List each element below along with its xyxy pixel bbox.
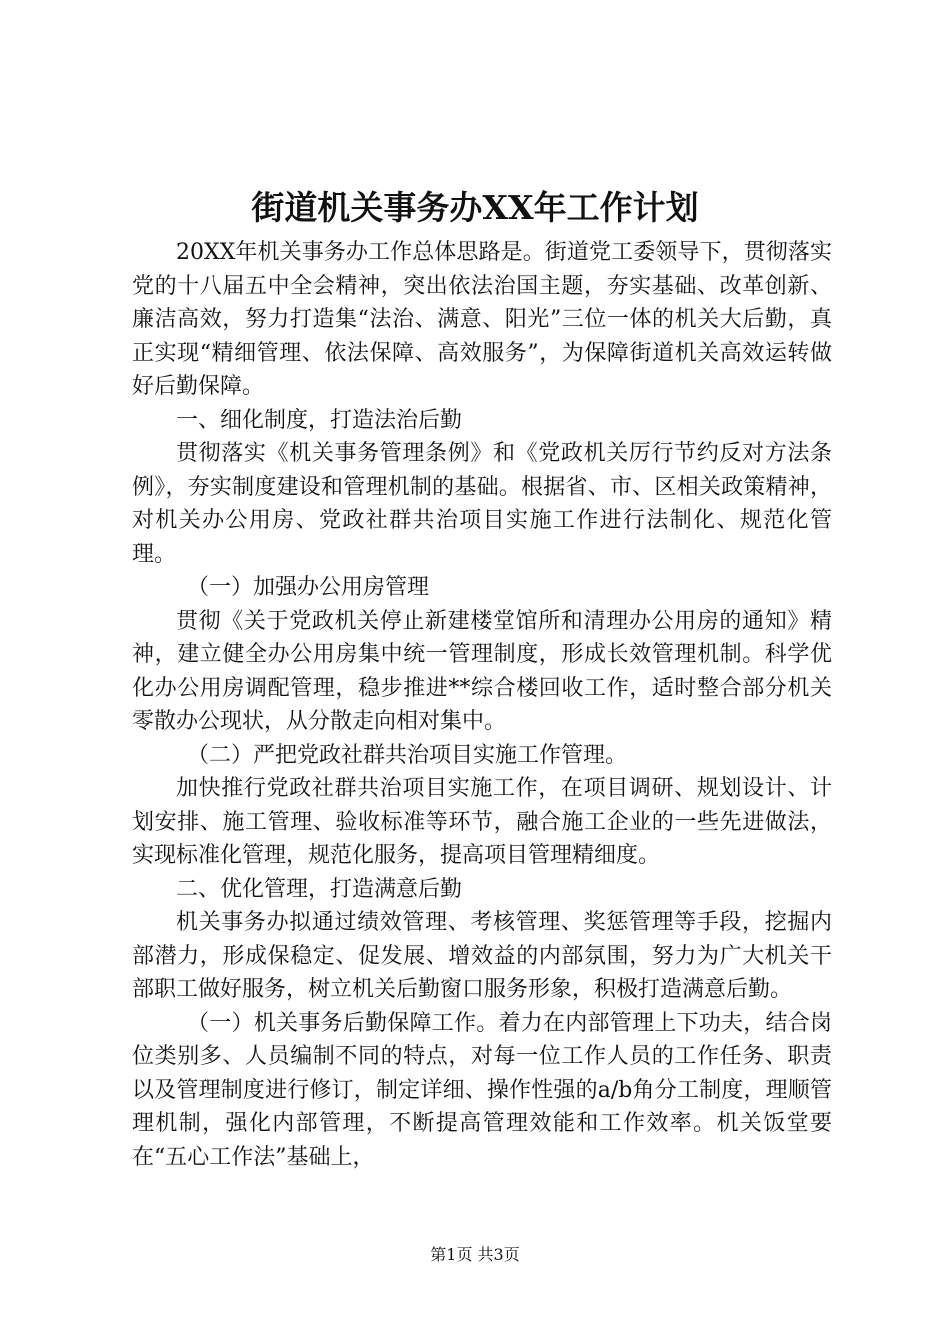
page-footer: 第1页 共3页 [430, 1245, 520, 1264]
paragraph: 贯彻落实《机关事务管理条例》和《党政机关厉行节约反对方法条例》，夯实制度建设和管理机制的基础。根据省、市、区相关政策精神，对机关办公用房、党政社群共治项目实施工作进行法制化、规范化管理。 [132, 441, 832, 567]
paragraph: 加快推行党政社群共治项目实施工作，在项目调研、规划设计、计划安排、施工管理、验收标准等环节，融合施工企业的一些先进做法，实现标准化管理，规范化服务，提高项目管理精细度。 [132, 776, 832, 868]
paragraph: 贯彻《关于党政机关停止新建楼堂馆所和清理办公用房的通知》精神，建立健全办公用房集中统一管理制度，形成长效管理机制。科学优化办公用房调配管理，稳步推进**综合楼回收工作，适时整合部分机关零散办公现状，从分散走向相对集中。 [132, 608, 832, 734]
paragraph: 机关事务办拟通过绩效管理、考核管理、奖惩管理等手段，挖掘内部潜力，形成保稳定、促发展、增效益的内部氛围，努力为广大机关干部职工做好服务，树立机关后勤窗口服务形象，积极打造满意后勤。 [132, 910, 832, 1002]
subsection-heading: （二）严把党政社群共治项目实施工作管理。 [187, 742, 628, 768]
section-heading-1: 一、细化制度，打造法治后勤 [176, 407, 463, 433]
subsection-heading: （一）加强办公用房管理 [187, 575, 430, 600]
document-body [132, 236, 832, 1174]
paragraph: （一）机关事务后勤保障工作。着力在内部管理上下功夫，结合岗位类别多、人员编制不同的特点，对每一位工作人员的工作任务、职责以及管理制度进行修订，制定详细、操作性强的a/b角分工制度，理顺管理机制，强化内部管理，不断提高管理效能和工作效率。机关饭堂要在“五心工作法”基础上， [132, 1010, 832, 1170]
document-title: 街道机关事务办XX年工作计划 [251, 188, 699, 227]
paragraph-intro: 20XX年机关事务办工作总体思路是。街道党工委领导下，贯彻落实党的十八届五中全会精神，突出依法治国主题，夯实基础、改革创新、廉洁高效，努力打造集“法治、满意、阳光”三位一体的机关大后勤，真正实现“精细管理、依法保障、高效服务”，为保障街道机关高效运转做好后勤保障。 [132, 240, 832, 399]
section-heading-2: 二、优化管理，打造满意后勤 [176, 876, 463, 902]
